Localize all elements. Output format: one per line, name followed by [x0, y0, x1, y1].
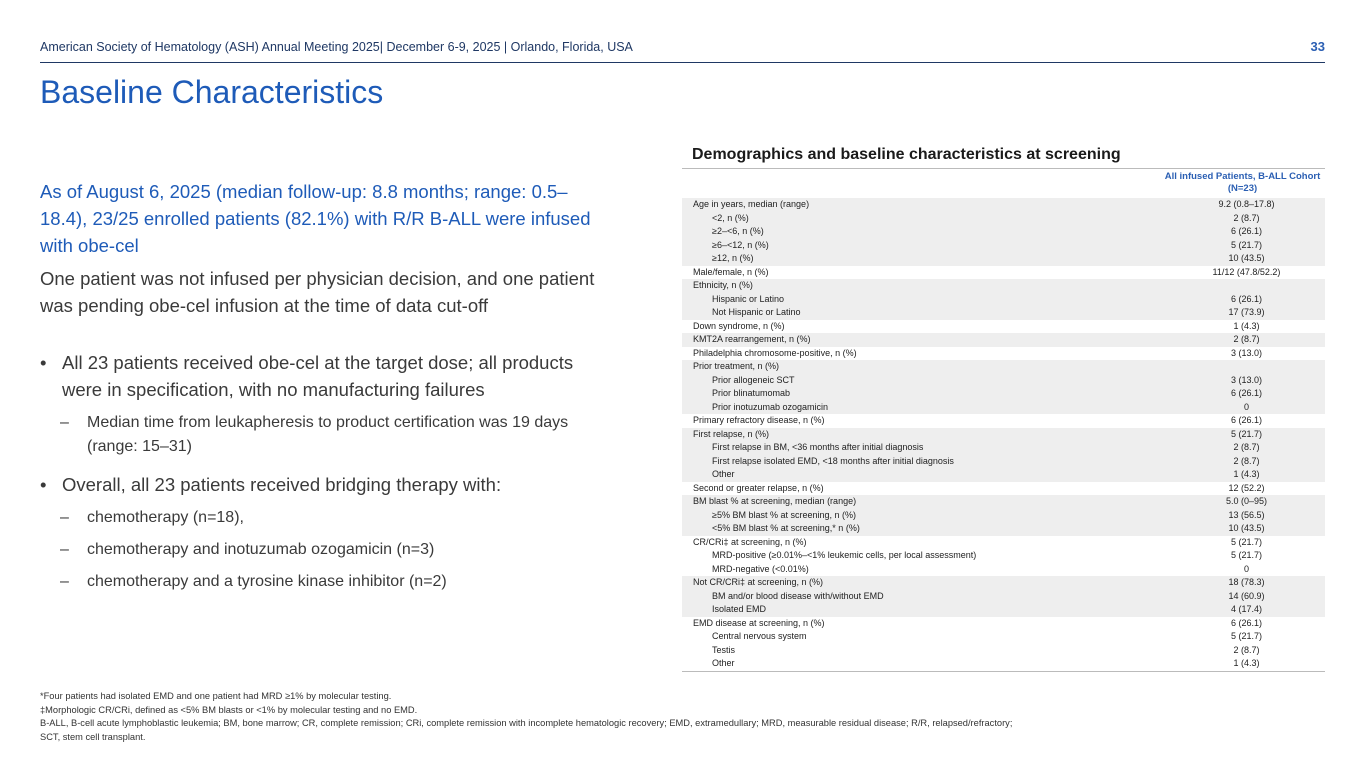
table-row	[682, 320, 1325, 334]
row-value: 18 (78.3)	[1228, 577, 1265, 587]
header-label-cell	[682, 169, 1160, 197]
table-row	[682, 576, 1325, 590]
table-row-group	[682, 617, 1325, 671]
column-header-line-2: (N=23)	[1227, 183, 1258, 194]
table-row	[682, 225, 1325, 239]
row-label: Other	[712, 658, 735, 668]
row-value: 1 (4.3)	[1233, 658, 1260, 668]
row-label: Down syndrome, n (%)	[693, 320, 785, 331]
row-value: 11/12 (47.8/52.2)	[1212, 266, 1281, 277]
table-row	[682, 212, 1325, 226]
header-divider	[40, 62, 1325, 63]
table-row-group	[682, 495, 1325, 536]
row-label: BM and/or blood disease with/without EMD	[712, 590, 884, 601]
table-row	[682, 603, 1325, 617]
sub-bullet-item	[40, 411, 610, 459]
row-label: First relapse in BM, <36 months after initial diagnosis	[712, 442, 924, 452]
page-number: 33	[1310, 39, 1325, 54]
row-value: 5 (21.7)	[1230, 550, 1263, 560]
table-body	[682, 198, 1325, 671]
row-label: Primary refractory disease, n (%)	[693, 415, 825, 425]
footnote: SCT, stem cell transplant.	[40, 731, 146, 742]
row-value: 1 (4.3)	[1233, 469, 1260, 479]
row-label: Prior blinatumomab	[712, 388, 791, 398]
row-value: 2 (8.7)	[1233, 334, 1260, 344]
table-row-group	[682, 266, 1325, 280]
row-label: MRD-negative (<0.01%)	[712, 563, 809, 574]
table-row	[682, 266, 1325, 280]
row-label: First relapse isolated EMD, <18 months after initial diagnosis	[712, 455, 954, 466]
left-content	[40, 178, 610, 594]
footnotes	[40, 690, 1012, 744]
table-row	[682, 306, 1325, 320]
table-row	[682, 279, 1325, 293]
row-label: ≥12, n (%)	[712, 253, 754, 263]
footnote: ‡Morphologic CR/CRi, defined as <5% BM blasts or <1% by molecular testing and no EMD.	[40, 704, 418, 715]
row-value: 3 (13.0)	[1230, 374, 1263, 385]
table-bottom-rule	[682, 671, 1325, 672]
table-row	[682, 252, 1325, 266]
row-value: 5 (21.7)	[1230, 536, 1263, 547]
row-value: 6 (26.1)	[1230, 388, 1263, 398]
row-label: Testis	[712, 644, 736, 655]
table-row-group	[682, 320, 1325, 334]
table-row	[682, 644, 1325, 658]
row-value: 3 (13.0)	[1230, 347, 1263, 358]
row-label: <5% BM blast % at screening,* n (%)	[712, 523, 860, 533]
row-label: ≥6–<12, n (%)	[712, 239, 769, 250]
table-row	[682, 468, 1325, 482]
sub-statement: One patient was not infused per physician decision, and one patient was pending obe-cel infusion at the time of data cut-off	[40, 268, 595, 316]
row-value: 2 (8.7)	[1233, 442, 1260, 452]
table-row	[682, 630, 1325, 644]
sub-bullet-text: chemotherapy and a tyrosine kinase inhibitor (n=2)	[87, 573, 447, 590]
header-value-cell	[1160, 169, 1325, 197]
footnote: B-ALL, B-cell acute lymphoblastic leukemia; BM, bone marrow; CR, complete remission; CRi, complete remission with incomplete hematologic recovery; EMD, extramedullary; MRD, measurable residual disease; R/R, relapsed/refractory;	[40, 718, 1013, 728]
table-row-group	[682, 414, 1325, 428]
row-value	[1168, 360, 1325, 374]
dash-marker: –	[60, 541, 69, 558]
row-value: 5 (21.7)	[1230, 239, 1263, 250]
row-value: 6 (26.1)	[1230, 293, 1263, 304]
row-value: 2 (8.7)	[1233, 455, 1260, 466]
row-label: Prior allogeneic SCT	[712, 374, 795, 385]
row-label: KMT2A rearrangement, n (%)	[693, 334, 811, 344]
table-header	[682, 169, 1325, 198]
meeting-header: American Society of Hematology (ASH) Annual Meeting 2025| December 6-9, 2025 | Orlando, Florida, USA	[40, 40, 633, 54]
table-row	[682, 455, 1325, 469]
row-label: EMD disease at screening, n (%)	[693, 617, 825, 628]
table-row-group	[682, 333, 1325, 347]
table-title: Demographics and baseline characteristics at screening	[692, 146, 1121, 163]
row-value: 12 (52.2)	[1228, 482, 1265, 493]
row-label: Not Hispanic or Latino	[712, 307, 801, 317]
row-label: Prior treatment, n (%)	[693, 361, 780, 371]
lead-statement: As of August 6, 2025 (median follow-up: 8.8 months; range: 0.5–18.4), 23/25 enrolled patients (82.1%) with R/R B-ALL were infused with obe-cel	[40, 181, 591, 256]
column-header-line-1: All infused Patients, B-ALL Cohort	[1164, 171, 1321, 182]
table-row	[682, 482, 1325, 496]
baseline-table	[682, 168, 1325, 672]
row-label: MRD-positive (≥0.01%–<1% leukemic cells, per local assessment)	[712, 550, 977, 560]
bullet-text: Overall, all 23 patients received bridging therapy with:	[62, 474, 502, 495]
table-row	[682, 360, 1325, 374]
table-row-group	[682, 360, 1325, 414]
table-row	[682, 549, 1325, 563]
row-label: BM blast % at screening, median (range)	[693, 496, 857, 506]
sub-bullet-text: chemotherapy and inotuzumab ozogamicin (n=3)	[87, 541, 435, 558]
row-label: CR/CRi‡ at screening, n (%)	[693, 536, 807, 547]
bullet-list	[40, 349, 610, 594]
row-label: First relapse, n (%)	[693, 428, 770, 439]
row-value: 5 (21.7)	[1230, 428, 1263, 439]
row-label: Other	[712, 469, 735, 479]
row-value: 6 (26.1)	[1230, 415, 1263, 425]
row-value: 0	[1243, 563, 1249, 574]
row-label: ≥5% BM blast % at screening, n (%)	[712, 509, 856, 520]
table-row-group	[682, 347, 1325, 361]
sub-bullet-item	[40, 538, 610, 562]
row-value: 0	[1243, 401, 1249, 412]
sub-bullet-item	[40, 506, 610, 530]
table-row-group	[682, 428, 1325, 482]
table-row-group	[682, 279, 1325, 320]
table-row	[682, 441, 1325, 455]
bullet-marker: •	[40, 352, 47, 373]
row-label: <2, n (%)	[712, 212, 749, 223]
sub-bullet-text: chemotherapy (n=18),	[87, 509, 244, 526]
bullet-item	[40, 349, 610, 403]
row-label: Prior inotuzumab ozogamicin	[712, 401, 829, 412]
table-row	[682, 536, 1325, 550]
row-value: 10 (43.5)	[1228, 523, 1265, 533]
table-row	[682, 509, 1325, 523]
table-row	[682, 414, 1325, 428]
row-value: 14 (60.9)	[1228, 590, 1265, 601]
row-value: 1 (4.3)	[1233, 320, 1260, 331]
dash-marker: –	[60, 573, 69, 590]
table-row	[682, 333, 1325, 347]
dash-marker: –	[60, 414, 69, 431]
table-row	[682, 347, 1325, 361]
row-value: 17 (73.9)	[1228, 307, 1265, 317]
row-value: 6 (26.1)	[1230, 226, 1263, 236]
table-row	[682, 293, 1325, 307]
sub-bullet-item	[40, 570, 610, 594]
table-row	[682, 428, 1325, 442]
table-row	[682, 401, 1325, 415]
row-value: 5.0 (0–95)	[1225, 496, 1268, 506]
table-row	[682, 495, 1325, 509]
table-row	[682, 198, 1325, 212]
row-value: 2 (8.7)	[1233, 644, 1260, 655]
row-label: Hispanic or Latino	[712, 293, 785, 304]
table-row-group	[682, 536, 1325, 577]
slide-title: Baseline Characteristics	[40, 74, 384, 110]
table-row	[682, 522, 1325, 536]
row-value: 6 (26.1)	[1230, 617, 1263, 628]
table-row-group	[682, 576, 1325, 617]
sub-bullet-text: Median time from leukapheresis to product certification was 19 days (range: 15–31)	[87, 414, 569, 455]
row-label: Isolated EMD	[712, 604, 767, 614]
table-row	[682, 563, 1325, 577]
row-label: ≥2–<6, n (%)	[712, 226, 764, 236]
table-row	[682, 617, 1325, 631]
row-value: 9.2 (0.8–17.8)	[1218, 199, 1275, 209]
row-value: 4 (17.4)	[1230, 604, 1263, 614]
table-row	[682, 657, 1325, 671]
row-value: 13 (56.5)	[1228, 509, 1265, 520]
row-label: Second or greater relapse, n (%)	[693, 482, 824, 493]
row-value: 5 (21.7)	[1230, 631, 1263, 641]
table-row-group	[682, 198, 1325, 266]
table-row	[682, 387, 1325, 401]
footnote: *Four patients had isolated EMD and one patient had MRD ≥1% by molecular testing.	[40, 691, 392, 701]
row-label: Age in years, median (range)	[693, 199, 810, 209]
dash-marker: –	[60, 509, 69, 526]
row-label: Male/female, n (%)	[693, 266, 769, 277]
row-label: Philadelphia chromosome-positive, n (%)	[693, 347, 857, 358]
row-value	[1168, 279, 1325, 293]
row-label: Ethnicity, n (%)	[693, 280, 753, 290]
table-row-group	[682, 482, 1325, 496]
table-row	[682, 374, 1325, 388]
bullet-item	[40, 471, 610, 498]
table-row	[682, 590, 1325, 604]
row-value: 10 (43.5)	[1228, 253, 1265, 263]
table-row	[682, 239, 1325, 253]
bullet-marker: •	[40, 474, 47, 495]
row-value: 2 (8.7)	[1233, 212, 1260, 223]
row-label: Not CR/CRi‡ at screening, n (%)	[693, 577, 824, 587]
bullet-text: All 23 patients received obe-cel at the target dose; all products were in specification, with no manufacturing failures	[62, 352, 574, 400]
row-label: Central nervous system	[712, 631, 807, 641]
